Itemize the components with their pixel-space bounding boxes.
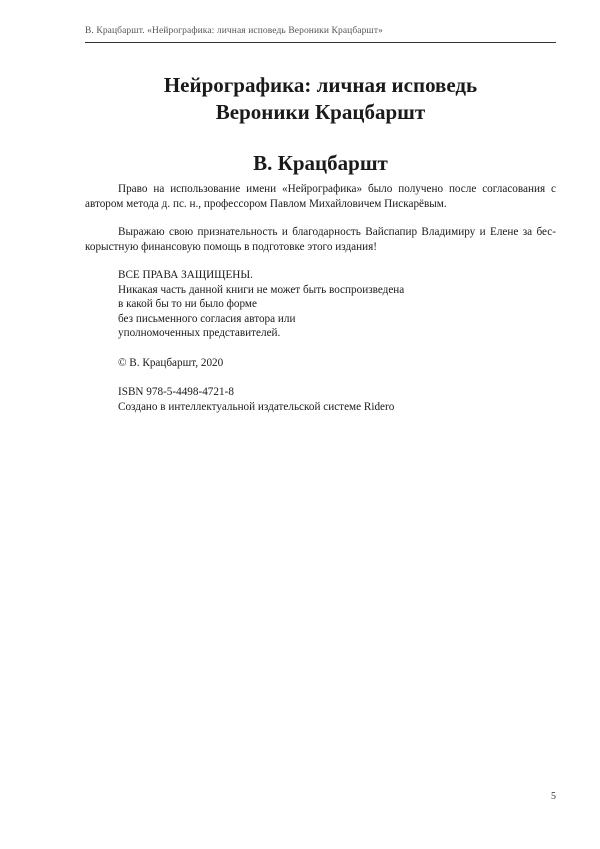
rights-paragraph — [85, 182, 556, 211]
author-name: В. Крацбаршт — [253, 151, 388, 175]
book-title — [85, 72, 556, 126]
book-title-line-2: Вероники Крацбаршт — [215, 100, 426, 124]
thanks-paragraph — [85, 225, 556, 254]
page-number: 5 — [551, 791, 556, 802]
header-rule — [85, 42, 556, 43]
rights-reserved-block — [118, 268, 556, 341]
rights-reserved-line: уполномоченных представителей. — [118, 327, 281, 339]
isbn-block — [118, 385, 556, 414]
isbn-number: ISBN 978-5-4498-4721-8 — [118, 386, 234, 398]
publisher-note: Создано в интеллектуальной издательской системе Ridero — [118, 400, 395, 413]
book-title-line-1: Нейрографика: личная исповедь — [163, 73, 478, 97]
rights-reserved-line: Никакая часть данной книги не может быть воспроизведена — [118, 283, 405, 296]
thanks-paragraph-line-1: Выражаю свою признательность и благодарность Вайспапир Владимиру и Елене за бес- — [118, 226, 556, 238]
rights-reserved-line: в какой бы то ни было форме — [118, 298, 257, 310]
rights-paragraph-line-2: автором метода д. пс. н., профессором Павлом Михайловичем Пискарёвым. — [85, 197, 447, 210]
running-header: В. Крацбаршт. «Нейрографика: личная исповедь Вероники Крацбаршт» — [85, 26, 383, 36]
rights-reserved-line: без письменного согласия автора или — [118, 312, 296, 325]
rights-reserved-line: ВСЕ ПРАВА ЗАЩИЩЕНЫ. — [118, 269, 253, 281]
thanks-paragraph-line-2: корыстную финансовую помощь в подготовке этого издания! — [85, 240, 377, 253]
rights-paragraph-line-1: Право на использование имени «Нейрографика» было получено после согласования с — [118, 183, 556, 195]
copyright-notice: © В. Крацбаршт, 2020 — [118, 357, 224, 369]
